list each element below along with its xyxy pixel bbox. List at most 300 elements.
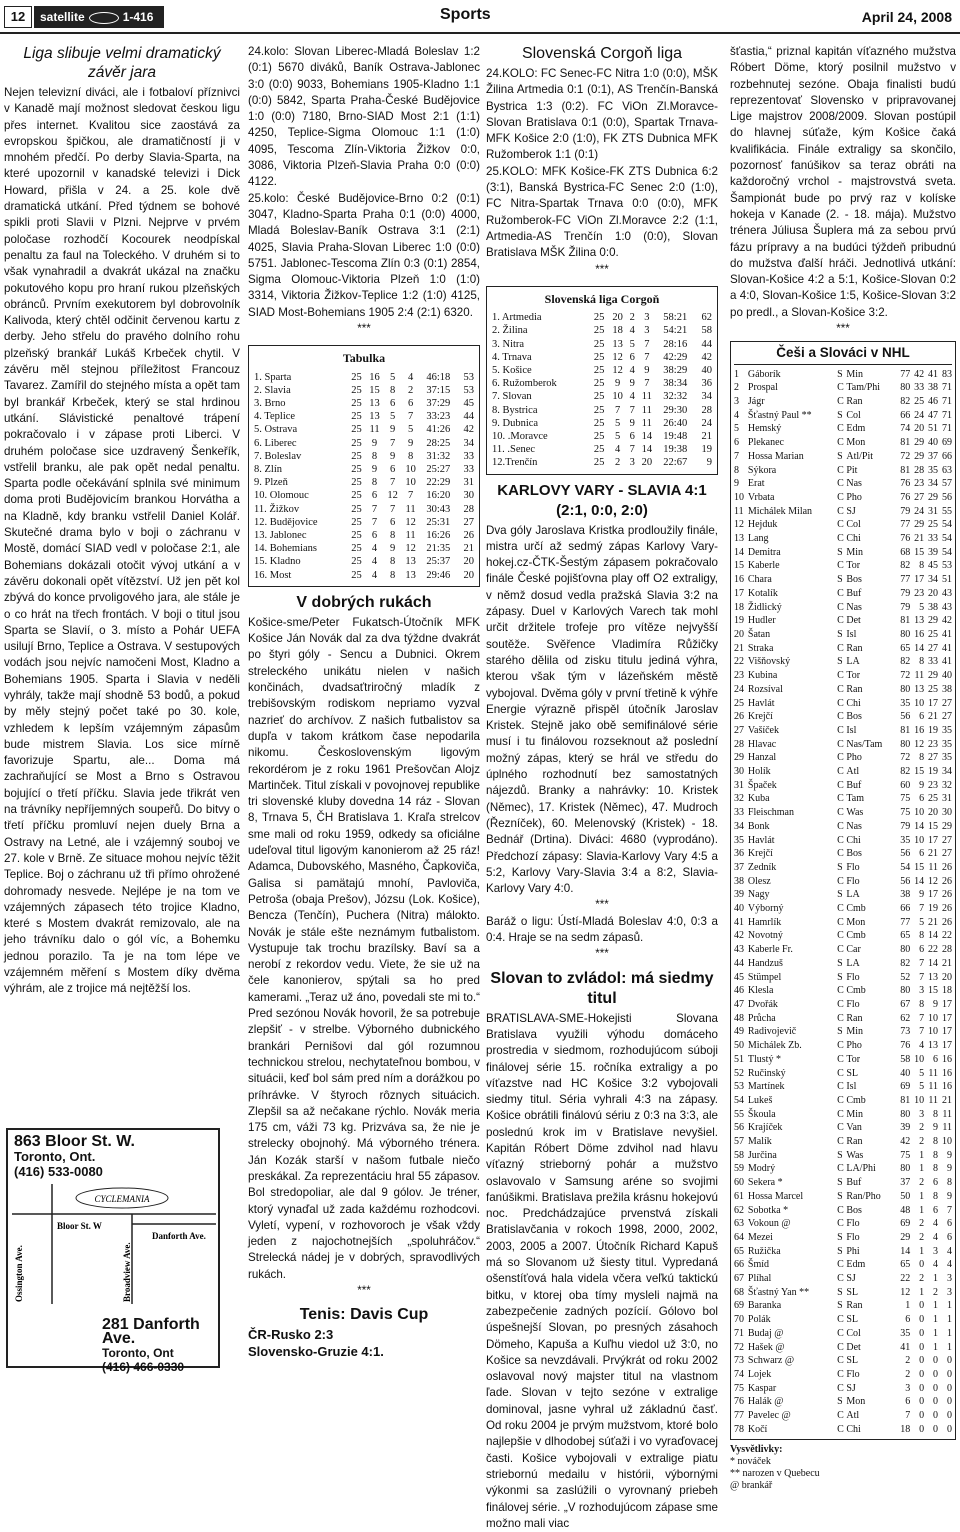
table-cell: 0 [933, 1423, 939, 1435]
table-cell: 25 [928, 683, 939, 695]
table-row [253, 569, 475, 582]
table-row [734, 916, 952, 930]
table-cell: 69 [734, 1300, 744, 1312]
table-cell: 12.Trenčín [492, 457, 538, 469]
table-cell: 9 [389, 543, 396, 555]
table-cell: 8 [933, 1190, 939, 1202]
table-cell: Bonk [747, 820, 770, 832]
separator: *** [357, 1284, 371, 1298]
table-cell: 74 [900, 423, 911, 435]
table-cell: 27 [928, 642, 939, 654]
table-cell: 1 [947, 1300, 952, 1312]
table-cell: 42 [914, 368, 925, 380]
table-cell: 71 [942, 423, 952, 435]
table-cell: 49 [734, 1026, 744, 1038]
table-cell: Jurčina [747, 1149, 777, 1161]
table-row [734, 902, 952, 916]
legend-item: ** narozen v Quebecu [730, 1468, 820, 1480]
table-cell: 42 [463, 424, 474, 436]
table-cell: 55 [734, 1108, 744, 1120]
table-cell: SJ [846, 505, 856, 517]
table-cell: 35 [928, 464, 939, 476]
table-cell: 8 [933, 1136, 939, 1148]
table-cell: 41 [942, 642, 952, 654]
table-cell: 80 [900, 629, 911, 640]
table-cell: 0 [947, 1423, 952, 1435]
table-cell: Chara [747, 574, 772, 586]
table-cell: 7 [919, 957, 925, 969]
table-cell: 25 [928, 629, 939, 640]
table-cell: Pit [846, 464, 858, 476]
table-cell: 11 [405, 503, 416, 515]
table-cell: Atl/Pit [846, 450, 874, 462]
legend-title: Vysvětlivky: [730, 1444, 783, 1456]
table-cell: Ran [846, 396, 863, 408]
table-cell: C [837, 766, 844, 778]
table-cell: Was [846, 807, 864, 819]
table-cell: Polák [747, 1314, 771, 1326]
table-cell: 7 [389, 437, 396, 449]
table-cell: S [837, 957, 843, 969]
table-cell: 30 [942, 807, 952, 819]
table-cell: 3 [629, 457, 635, 469]
table-cell: 31 [942, 793, 952, 805]
table-cell: 12. Budějovice [254, 516, 318, 528]
table-cell: 4 [371, 556, 378, 568]
table-cell: Flo [846, 1218, 860, 1230]
table-row [734, 806, 952, 820]
table-cell: 64 [734, 1231, 744, 1243]
table-cell: 12 [900, 1286, 911, 1298]
table-cell: 80 [900, 944, 911, 956]
table-title: Slovenská liga Corgoň [544, 291, 660, 306]
article-title: Tenis: Davis Cup [299, 1306, 429, 1324]
table-cell: C [837, 998, 844, 1010]
table-cell: 66 [900, 409, 911, 421]
table-row [734, 929, 952, 943]
table-cell: 5 [734, 423, 739, 435]
table-cell: 5 [389, 411, 396, 423]
table-cell: C [837, 423, 844, 435]
table-cell: 2. Žilina [492, 325, 528, 337]
table-cell: 6 [933, 1204, 939, 1216]
table-cell: Hašek @ [747, 1341, 785, 1353]
table-cell: 75 [734, 1382, 744, 1394]
table-cell: 17 [928, 834, 939, 846]
table-cell: 6. Ružomberok [492, 378, 557, 390]
table-cell: 25 [351, 411, 362, 423]
table-row [491, 351, 713, 364]
table-cell: 25 [351, 530, 362, 542]
table-cell: Šmíd [747, 1259, 770, 1271]
table-title: Tabulka [342, 351, 386, 366]
table-cell: 58:21 [663, 312, 688, 324]
paper-name: satellite [40, 10, 85, 24]
table-cell: 71 [734, 1327, 744, 1339]
table-cell: 75 [900, 807, 911, 819]
table-row [734, 1313, 952, 1327]
table-cell: 15 [928, 820, 939, 832]
table-cell: Havlát [747, 697, 775, 709]
table-cell: 37:29 [426, 398, 451, 410]
table-cell: 40 [701, 364, 712, 376]
table-row [734, 409, 952, 423]
table-cell: 1. Sparta [254, 371, 292, 383]
table-cell: C [837, 985, 844, 997]
table-cell: 16 [914, 629, 925, 640]
table-cell: 9 [919, 889, 925, 901]
table-cell: 21 [701, 430, 712, 442]
table-cell: 34 [928, 478, 939, 490]
table-cell: 12 [914, 738, 925, 750]
table-cell: Sobotka * [747, 1204, 789, 1216]
table-cell: 38 [942, 683, 952, 695]
table-cell: 6 [629, 430, 635, 442]
table-cell: 56 [900, 875, 911, 887]
table-cell: 9 [734, 478, 739, 490]
table-cell: 2 [933, 1286, 939, 1298]
table-cell: Nas [846, 601, 862, 613]
table-cell: 63 [942, 464, 952, 476]
table-cell: Ružička [747, 1245, 781, 1257]
table-row [253, 450, 475, 463]
table-cell: 0 [919, 1368, 925, 1380]
table-cell: 42 [900, 1136, 911, 1148]
table-cell: C [837, 1410, 844, 1422]
table-cell: 9 [407, 437, 414, 449]
article-title: KARLOVY VARY - SLAVIA 4:1 (2:1, 0:0, 2:0) [497, 481, 707, 519]
table-cell: Višňovský [747, 656, 791, 668]
table-cell: 21:35 [426, 543, 451, 555]
table-cell: C [837, 601, 844, 613]
table-cell: 6 [371, 530, 378, 542]
table-cell: 15. Kladno [254, 556, 301, 568]
table-cell: 3. Nitra [492, 338, 525, 350]
table-cell: Ran [846, 1012, 863, 1024]
table-cell: 2 [919, 1273, 925, 1285]
table-cell: C [837, 793, 844, 805]
table-cell: 3 [734, 396, 739, 408]
table-row [253, 503, 475, 516]
table-cell: 3 [644, 312, 650, 324]
table-cell: 0 [919, 1355, 925, 1367]
table-cell: Vašíček [747, 724, 779, 736]
table-cell: Šťastný Yan ** [747, 1286, 810, 1298]
table-cell: 33 [928, 656, 939, 668]
table-cell: 11 [942, 1122, 952, 1134]
table-cell: 45 [928, 560, 939, 572]
table-cell: 18 [734, 601, 744, 613]
table-cell: 8 [389, 530, 396, 542]
table-row [734, 546, 952, 560]
table-row [253, 423, 475, 436]
table-cell: 29 [928, 670, 939, 682]
table-cell: Krajíček [747, 1122, 783, 1134]
table-cell: C [837, 1327, 844, 1339]
table-row [734, 1162, 952, 1176]
table-cell: 35 [900, 697, 911, 709]
table-cell: SL [846, 1355, 859, 1367]
table-cell: S [837, 1149, 843, 1161]
table-cell: Výborný [747, 903, 784, 915]
table-cell: 28:16 [663, 338, 688, 350]
table-cell: Flo [846, 998, 860, 1010]
nhl-table [730, 341, 956, 1440]
table-cell: 5. Košice [492, 364, 532, 376]
table-cell: 27 [463, 516, 474, 528]
table-cell: 82 [900, 396, 911, 408]
table-cell: 23 [914, 478, 925, 490]
table-cell: 25 [351, 424, 362, 436]
ad-city-1: Toronto, Ont. [14, 1149, 96, 1164]
table-cell: 0 [933, 1396, 939, 1408]
table-cell: C [837, 1094, 844, 1106]
table-cell: 34 [734, 820, 744, 832]
table-cell: Průcha [747, 1012, 776, 1024]
table-cell: 25 [593, 457, 605, 469]
table-cell: 13 [405, 569, 416, 581]
table-cell: C [837, 560, 844, 572]
table-cell: Hemský [747, 423, 782, 435]
table-cell: 6 [629, 351, 635, 363]
table-cell: 7. Boleslav [254, 450, 302, 462]
column-4 [730, 44, 956, 1492]
table-cell: Bos [846, 574, 862, 586]
table-cell: 0 [919, 1423, 925, 1435]
table-cell: 62 [701, 312, 712, 324]
table-cell: 76 [900, 491, 911, 503]
table-cell: 19 [928, 766, 939, 778]
table-cell: S [837, 971, 843, 983]
round-25-results: 25.KOLO: MFK Košice-FK ZTS Dubnica 6:2 (3:1), Banská Bystrica-FC Senec 2:0 (1:0), FC Nitra-Spartak Trnava 0:0 (0:0), MFK Ružomberok-FC ViOn Zl.Moravce 2:2 (1:1, Artmedia-AS Trenčín 1:0 (0:0), Slovan Bratislava MŠK Žilina 0:0. [486, 164, 718, 260]
table-cell: 70 [734, 1314, 744, 1326]
table-cell: Tor [846, 670, 861, 682]
table-row [734, 655, 952, 669]
table-cell: 37 [900, 1177, 911, 1189]
table-cell: 4 [407, 371, 414, 383]
table-title: Češi a Slováci v NHL [734, 345, 952, 364]
table-row [734, 1382, 952, 1396]
table-cell: Škoula [747, 1108, 776, 1120]
table-row [491, 390, 713, 403]
table-cell: Ručinský [747, 1067, 786, 1079]
table-cell: 2 [734, 382, 739, 394]
table-cell: 21 [942, 1094, 952, 1106]
table-cell: 9 [371, 437, 378, 449]
table-cell: 44 [463, 411, 474, 423]
table-cell: 9 [389, 450, 396, 462]
table-cell: 2 [614, 457, 621, 469]
table-cell: Šatan [747, 629, 771, 640]
table-cell: 8 [389, 569, 396, 581]
table-cell: 27 [942, 834, 952, 846]
table-cell: 35 [900, 1327, 911, 1339]
table-cell: Ran [846, 642, 863, 654]
table-row [734, 998, 952, 1012]
table-cell: 50 [734, 1040, 744, 1052]
table-cell: 32 [942, 779, 952, 791]
table-cell: 27 [734, 724, 744, 736]
issue-date: April 24, 2008 [861, 9, 952, 25]
table-cell: 1 [933, 1341, 939, 1353]
section-title: Sports [440, 6, 491, 23]
table-cell: 8 [919, 656, 925, 668]
table-cell: Židlický [747, 601, 782, 613]
table-cell: Cmb [846, 1094, 866, 1106]
ad-phone-1: (416) 533-0080 [14, 1164, 103, 1179]
table-cell: 7 [371, 516, 378, 528]
table-cell: 31:32 [426, 450, 451, 462]
table-row [734, 1354, 952, 1368]
table-cell: Radivojevič [747, 1026, 797, 1038]
table-cell: 10 [612, 391, 623, 403]
table-cell: Ran/Pho [846, 1190, 881, 1202]
table-row [734, 1108, 952, 1122]
table-cell: 20 [928, 807, 939, 819]
table-cell: 54 [942, 519, 952, 531]
table-cell: 26 [942, 861, 952, 873]
table-row [734, 1395, 952, 1409]
table-cell: Atl [846, 1410, 860, 1422]
table-cell: 80 [900, 1163, 911, 1175]
table-cell: 59 [734, 1163, 744, 1175]
table-cell: 27 [928, 752, 939, 764]
table-cell: 14 [734, 546, 744, 558]
table-cell: SJ [846, 1382, 856, 1394]
table-cell: 15 [928, 985, 939, 997]
table-cell: C [837, 1081, 844, 1093]
separator: *** [595, 947, 609, 961]
table-cell: C [837, 834, 844, 846]
table-cell: Demitra [747, 546, 781, 558]
table-cell: 66 [900, 903, 911, 915]
table-cell: LA [846, 656, 860, 668]
table-row [734, 601, 952, 615]
table-cell: Edm [846, 1259, 866, 1271]
table-cell: C [837, 1053, 844, 1065]
table-cell: 18 [612, 325, 623, 337]
table-cell: 39 [734, 889, 744, 901]
table-cell: 7 [919, 971, 925, 983]
table-cell: 80 [900, 683, 911, 695]
table-row [734, 464, 952, 478]
table-cell: 7 [614, 404, 621, 416]
table-cell: 16. Most [254, 569, 292, 581]
table-cell: Flo [846, 875, 860, 887]
table-cell: Atl [846, 766, 860, 778]
table-cell: 0 [933, 1355, 939, 1367]
table-row [253, 410, 475, 423]
table-cell: 43 [942, 601, 952, 613]
table-cell: Ran [846, 1300, 863, 1312]
table-cell: C [837, 505, 844, 517]
table-cell: Hudler [747, 615, 776, 627]
table-cell: 15 [914, 766, 925, 778]
table-cell: Fleischman [747, 807, 794, 819]
table-cell: C [837, 491, 844, 503]
table-cell: 17 [914, 574, 925, 586]
table-cell: 48 [734, 1012, 744, 1024]
table-cell: 1 [947, 1341, 952, 1353]
table-cell: Sýkora [747, 464, 777, 476]
table-cell: 19 [734, 615, 744, 627]
table-cell: 35 [942, 724, 952, 736]
table-cell: Det [846, 1341, 861, 1353]
table-cell: 21 [914, 533, 925, 545]
table-row [253, 542, 475, 555]
article-body: Dva góly Jaroslava Kristka prodloužily finále, mistra určí až sedmý zápas Karlovy Vary-hokej.cz-ČTK-Šestým zápasem pokračovalo finále České pojišťovna play off O2 extraligy, v němž dosud vedla pražská Slavia 3:2 na zápasy. Duel v Karlových Varech tak mohl určit držitele trofeje pro vítěze nejvyšší soutěže. Svěřence Vladimíra Růžičky starého dělila od zisku titulu jediná výhra, kterou však tým v lázeňském městě vybojoval. Dvěma góly v první třetině k výhře Energie výrazně přispěl útočník Jaroslav Kristek. Stejně jako obě semifinálové série musí i tu finálovou rozseknout až poslední možný zápas, který se hrál ve středu do úplného rozhodnutí bez samostatných nájezdů. Branky a nahrávky: 10. Kristek (Němec), 17. Kristek (Němec), 47. Mudroch (Řezníček), 60. Melenovský (Kristek) - 18. Bednář (Drtina). Diváci: 4680 (vyprodáno). Předchozí zápasy: Slavia-Karlovy Vary 4:5 a 5:2, Karlovy Vary-Slavia 3:4 a 8:2, Slavia-Karlovy Vary 4:0. [486, 523, 718, 896]
table-cell: 37 [734, 861, 744, 873]
table-cell: 3 [644, 325, 650, 337]
table-cell: 53 [734, 1081, 744, 1093]
table-cell: 79 [900, 505, 911, 517]
table-cell: 7 [919, 1012, 925, 1024]
table-cell: Isl [846, 629, 857, 640]
table-cell: 25 [593, 391, 605, 403]
table-cell: 62 [900, 1012, 911, 1024]
table-cell: C [837, 875, 844, 887]
table-cell: 72 [734, 1341, 744, 1353]
table-cell: Nas/Tam [846, 738, 883, 750]
table-cell: 3 [947, 1273, 952, 1285]
table-cell: 3 [933, 1245, 939, 1257]
table-cell: Straka [747, 642, 774, 654]
table-cell: 13 [914, 683, 925, 695]
table-cell: 58 [734, 1149, 744, 1161]
table-cell: 66 [734, 1259, 744, 1271]
table-cell: 32:32 [663, 391, 688, 403]
table-cell: 2 [919, 1218, 925, 1230]
table-cell: Mon [846, 916, 866, 928]
column-2 [248, 44, 480, 1360]
table-cell: 8 [947, 1177, 952, 1189]
table-cell: 7 [389, 503, 396, 515]
table-cell: 35 [942, 752, 952, 764]
table-cell: 54 [900, 861, 911, 873]
table-cell: 11 [641, 391, 652, 403]
table-cell: 33 [928, 533, 939, 545]
table-cell: 13 [914, 615, 925, 627]
table-cell: Chi [846, 697, 861, 709]
table-cell: 3 [919, 985, 925, 997]
table-cell: Col [846, 519, 861, 531]
table-cell: 8 [919, 560, 925, 572]
table-cell: 46:18 [426, 371, 451, 383]
table-cell: 4 [933, 1231, 939, 1243]
table-cell: 19 [928, 903, 939, 915]
table-cell: 72 [900, 752, 911, 764]
table-cell: 47 [928, 409, 939, 421]
table-cell: 1 [947, 1314, 952, 1326]
table-cell: Olesz [747, 875, 771, 887]
table-cell: 51 [928, 423, 939, 435]
table-cell: 25 [928, 519, 939, 531]
table-cell: 26 [463, 530, 474, 542]
table-cell: Chi [846, 533, 861, 545]
table-cell: S [837, 450, 843, 462]
table-cell: 25 [593, 378, 605, 390]
table-cell: 15 [734, 560, 744, 572]
table-cell: 29:46 [426, 569, 451, 581]
table-cell: 24 [914, 409, 925, 421]
table-cell: 31 [734, 779, 744, 791]
table-cell: C [837, 1108, 844, 1120]
table-row [491, 311, 713, 324]
table-cell: 69 [942, 437, 952, 449]
table-cell: 72 [900, 670, 911, 682]
table-cell: 69 [900, 1081, 911, 1093]
table-cell: 6 [389, 398, 396, 410]
